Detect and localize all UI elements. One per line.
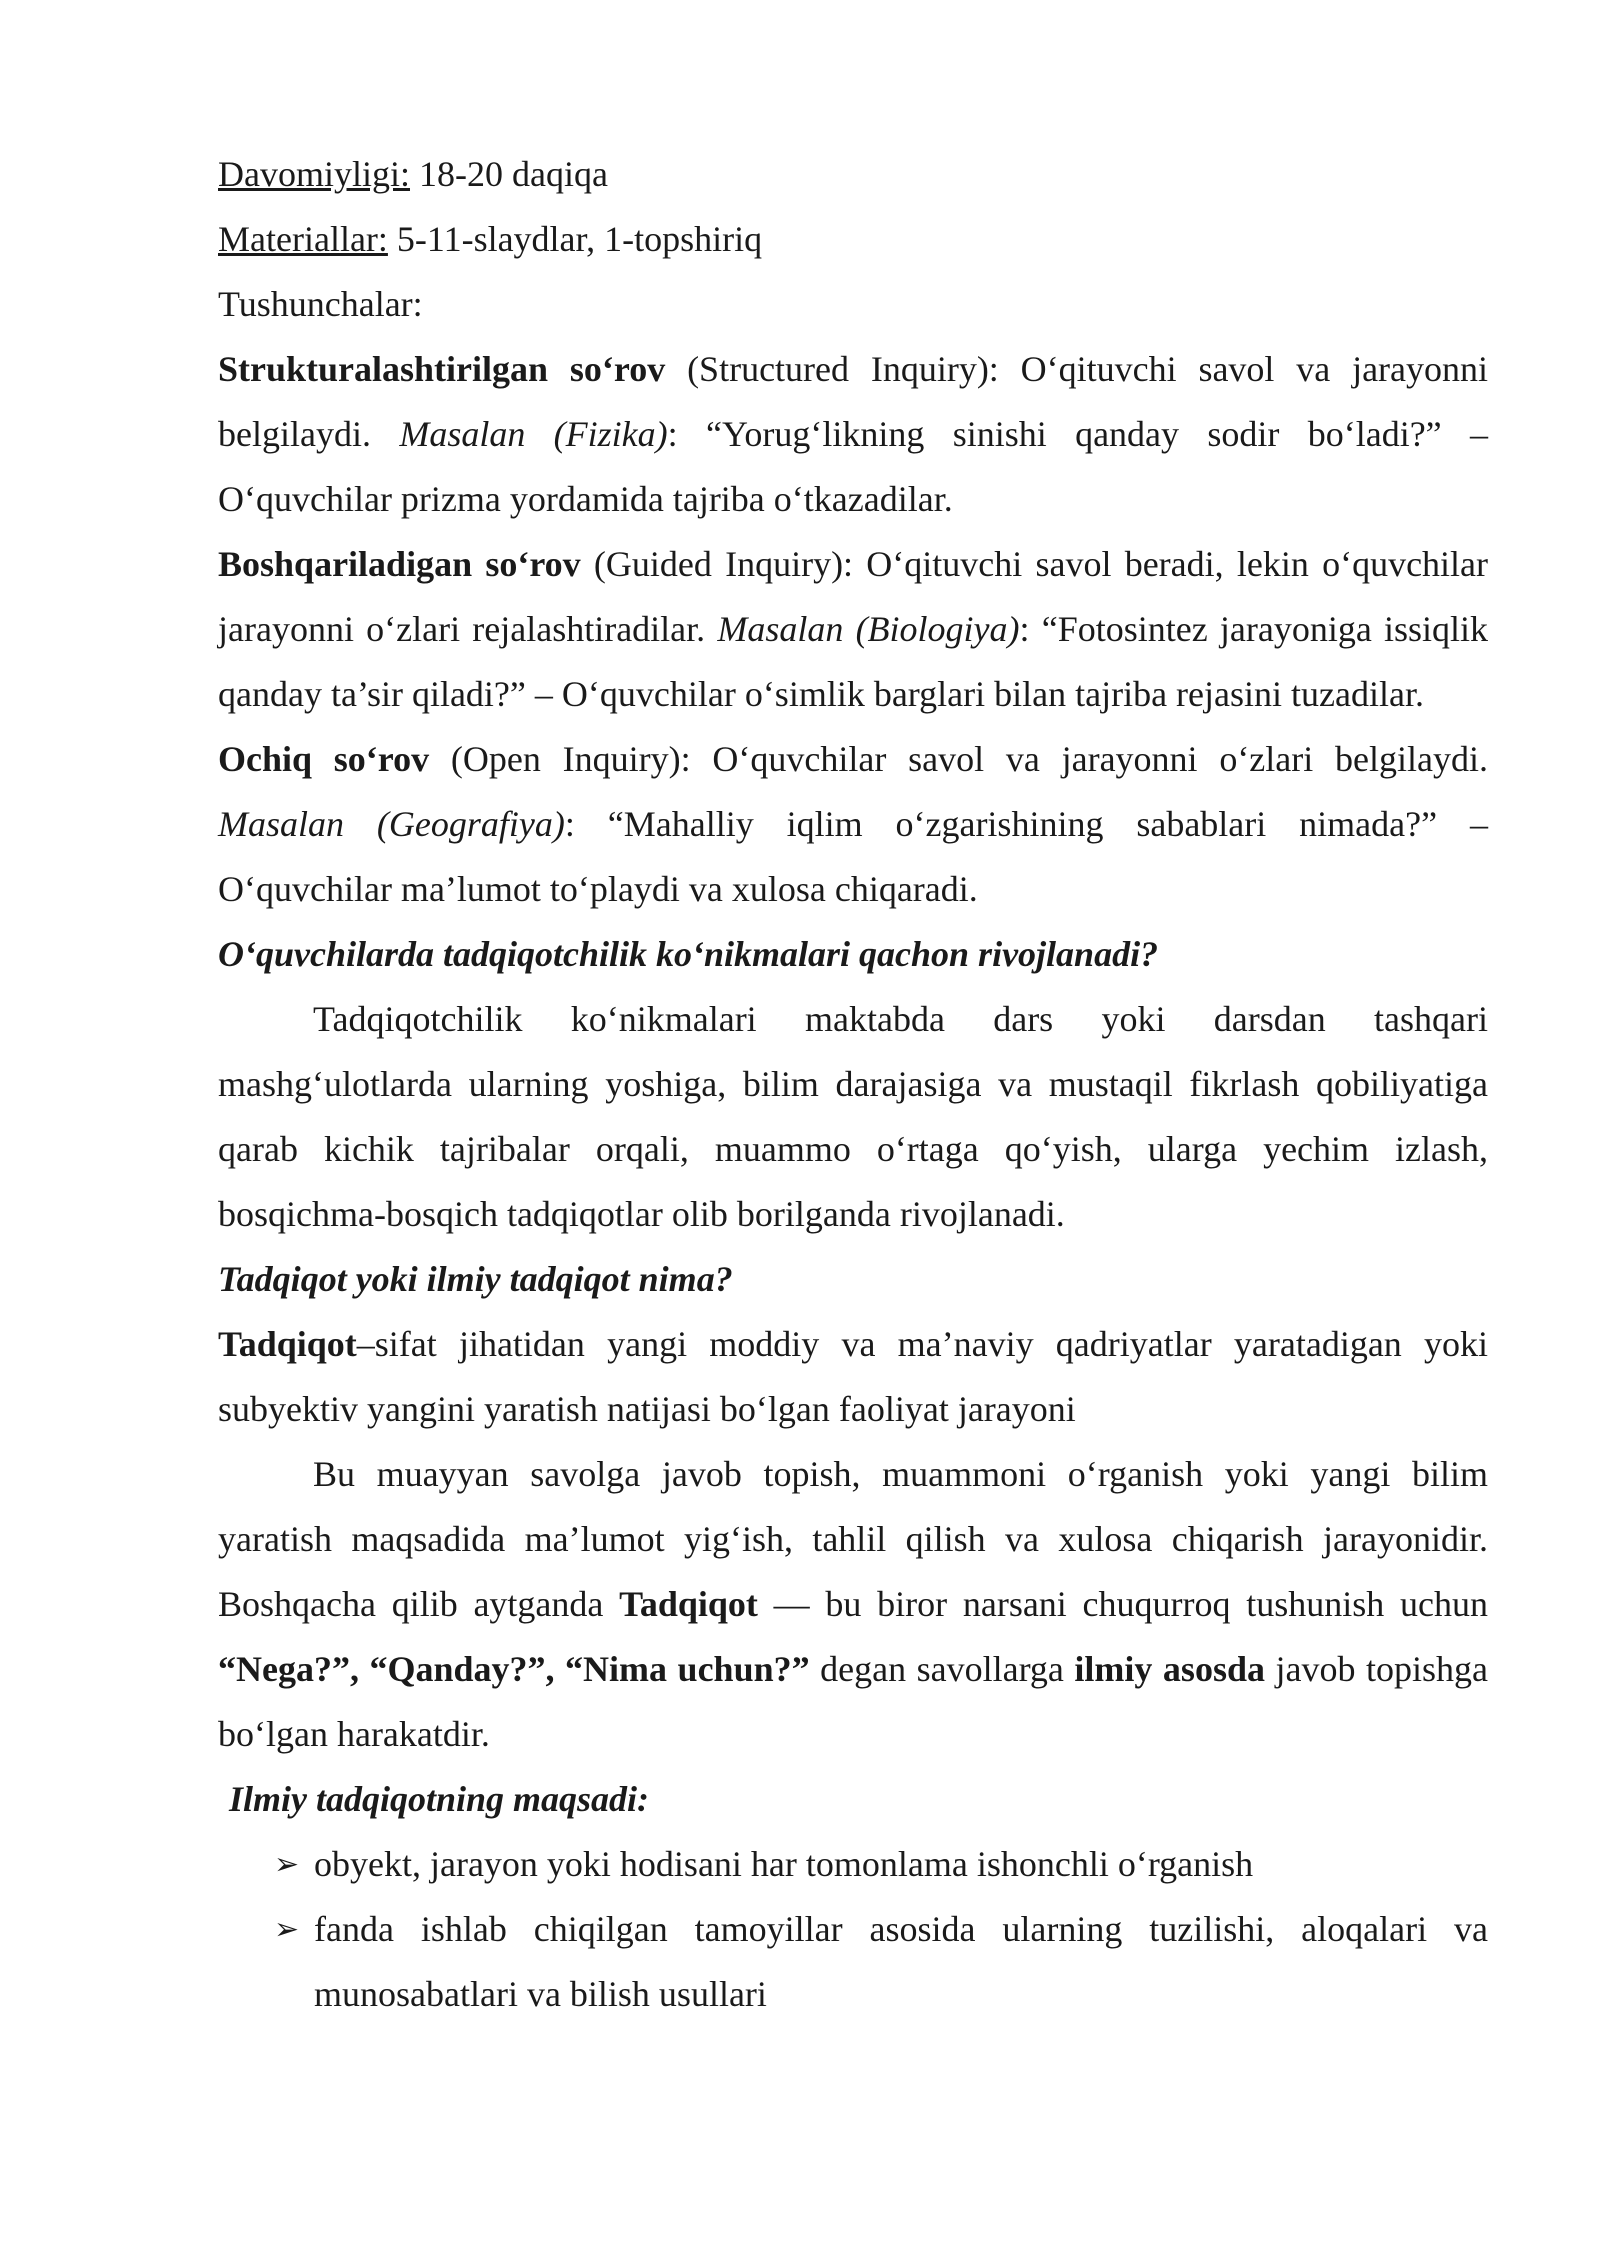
- concept-example-label: Masalan (Geografiya): [218, 804, 565, 844]
- duration-line: [218, 142, 1488, 207]
- concept-example-text: : “Yorug‘likning sinishi qanday sodir bo‘ladi?” – O‘quvchilar prizma yordamida tajriba o‘tkazadilar.: [218, 414, 1488, 519]
- research-definition-text: –sifat jihatidan yangi moddiy va ma’naviy qadriyatlar yaratadigan yoki subyektiv yangini yaratish natijasi bo‘lgan faoliyat jarayoni: [218, 1324, 1488, 1429]
- arrow-bullet-icon: ➢: [274, 1912, 300, 1947]
- concept-definition: (Open Inquiry): O‘quvchilar savol va jarayonni o‘zlari belgilaydi.: [450, 739, 1488, 779]
- concepts-label: Tushunchalar:: [218, 284, 423, 324]
- research-definition: [218, 1312, 1488, 1442]
- research-paragraph: [218, 1442, 1488, 1767]
- duration-label: Davomiyligi:: [218, 154, 410, 194]
- section-heading-skills: O‘quvchilarda tadqiqotchilik ko‘nikmalari qachon rivojlanadi?: [218, 934, 1159, 974]
- concept-example-label: Masalan (Fizika): [399, 414, 668, 454]
- list-item-text: fanda ishlab chiqilgan tamoyillar asosida ularning tuzilishi, aloqalari va munosabatlari va bilish usullari: [314, 1909, 1488, 2014]
- research-text: Bu muayyan savolga javob topish, muammoni o‘rganish yoki yangi bilim yaratish maqsadida ma’lumot yig‘ish, tahlil qilish va xulosa chiqarish jarayonidir. Boshqacha qilib aytganda: [218, 1454, 1488, 1624]
- concept-example-text: : “Fotosintez jarayoniga issiqlik qanday ta’sir qiladi?” – O‘quvchilar o‘simlik barglari bilan tajriba rejasini tuzadilar.: [218, 609, 1489, 714]
- research-bold-questions: “Nega?”, “Qanday?”, “Nima uchun?”: [218, 1649, 810, 1689]
- materials-line: [218, 207, 1488, 272]
- duration-value: 18-20 daqiqa: [419, 154, 608, 194]
- list-item-text: obyekt, jarayon yoki hodisani har tomonlama ishonchli o‘rganish: [314, 1844, 1254, 1884]
- section-heading-goal: Ilmiy tadqiqotning maqsadi:: [229, 1779, 650, 1819]
- research-term: Tadqiqot: [218, 1324, 357, 1364]
- research-bold-basis: ilmiy asosda: [1074, 1649, 1265, 1689]
- section-heading-research: Tadqiqot yoki ilmiy tadqiqot nima?: [218, 1259, 733, 1299]
- arrow-bullet-icon: ➢: [274, 1847, 300, 1882]
- research-bold-term: Tadqiqot: [619, 1584, 758, 1624]
- research-text: — bu biror narsani chuqurroq tushunish uchun: [757, 1584, 1488, 1624]
- concept-term: Ochiq so‘rov: [218, 739, 430, 779]
- concept-example-label: Masalan (Biologiya): [717, 609, 1020, 649]
- concept-structured: [218, 337, 1488, 532]
- concept-example-text: : “Mahalliy iqlim o‘zgarishining sabablari nimada?” – O‘quvchilar ma’lumot to‘playdi va xulosa chiqaradi.: [218, 804, 1488, 909]
- research-text: javob topishga bo‘lgan harakatdir.: [218, 1649, 1488, 1754]
- list-item: [218, 1832, 1488, 1897]
- concept-term: Boshqariladigan so‘rov: [218, 544, 581, 584]
- section-body-skills: Tadqiqotchilik ko‘nikmalari maktabda dars yoki darsdan tashqari mashg‘ulotlarda ularning yoshiga, bilim darajasiga va mustaqil fikrlash qobiliyatiga qarab kichik tajribalar orqali, muammo o‘rtaga qo‘yish, ularga yechim izlash, bosqichma-bosqich tadqiqotlar olib borilganda rivojlanadi.: [218, 999, 1488, 1234]
- concept-guided: [218, 532, 1488, 727]
- materials-value: 5-11-slaydlar, 1-topshiriq: [396, 219, 763, 259]
- materials-label: Materiallar:: [218, 219, 388, 259]
- list-item: [218, 1897, 1488, 2027]
- document-content: [218, 142, 1488, 2027]
- research-text: degan savollarga: [809, 1649, 1075, 1689]
- concept-term: Strukturalashtirilgan so‘rov: [218, 349, 666, 389]
- goal-list: [218, 1832, 1488, 2027]
- concept-definition: (Guided Inquiry): O‘qituvchi savol beradi, lekin o‘quvchilar jarayonni o‘zlari rejalashtiradilar.: [218, 544, 1489, 649]
- concept-open: [218, 727, 1488, 922]
- concept-definition: (Structured Inquiry): O‘qituvchi savol va jarayonni belgilaydi.: [218, 349, 1489, 454]
